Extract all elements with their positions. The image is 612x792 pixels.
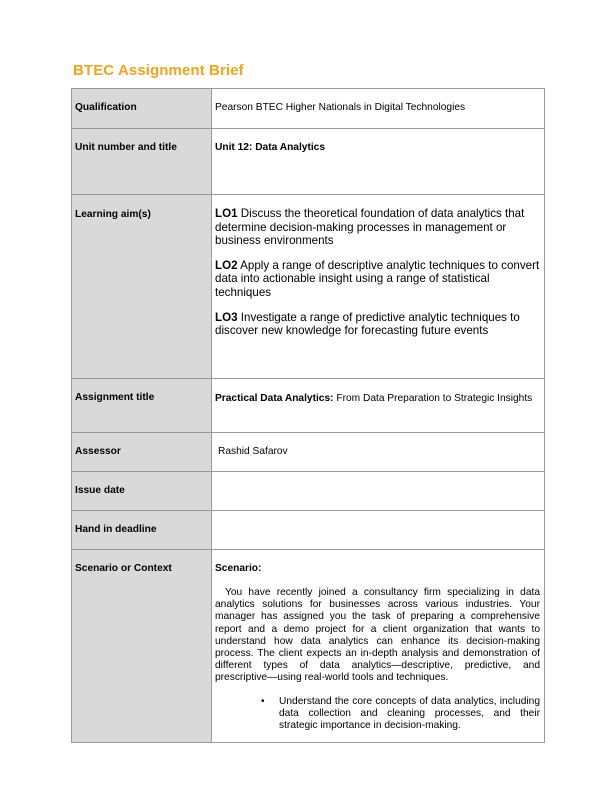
scenario-row (72, 550, 545, 743)
issue-date-label: Issue date (72, 472, 212, 511)
scenario-value (212, 550, 545, 743)
learning-aims-row (72, 195, 545, 379)
assignment-title-label: Assignment title (72, 379, 212, 433)
learning-aims-value (212, 195, 545, 379)
issue-date-row (72, 472, 545, 511)
issue-date-value (212, 472, 545, 511)
unit-row (72, 129, 545, 195)
learning-aims-label: Learning aim(s) (72, 195, 212, 379)
document-title: BTEC Assignment Brief (73, 62, 244, 79)
qualification-row (72, 89, 545, 129)
learning-aim-lo3: LO3 Investigate a range of predictive analytic techniques to discover new knowledge for forecasting future events (215, 310, 520, 338)
unit-value: Unit 12: Data Analytics (212, 129, 545, 195)
deadline-row (72, 511, 545, 550)
learning-aim-lo1: LO1 Discuss the theoretical foundation of data analytics that determine decision-making processes in management or business environments (215, 207, 525, 248)
unit-label: Unit number and title (72, 129, 212, 195)
qualification-value: Pearson BTEC Higher Nationals in Digital Technologies (212, 89, 545, 129)
assignment-title-row (72, 379, 545, 433)
learning-aim-lo2: LO2 Apply a range of descriptive analytic techniques to convert data into actionable insight using a range of statistical techniques (215, 258, 540, 299)
assignment-title-value: Practical Data Analytics: From Data Preparation to Strategic Insights (212, 379, 545, 433)
assessor-row (72, 433, 545, 472)
assignment-brief-table (71, 88, 545, 743)
scenario-heading: Scenario: (215, 563, 262, 574)
bullet-icon: • (261, 695, 265, 707)
qualification-label: Qualification (72, 89, 212, 129)
assessor-label: Assessor (72, 433, 212, 472)
assessor-value: Rashid Safarov (212, 433, 545, 472)
deadline-value (212, 511, 545, 550)
scenario-label: Scenario or Context (72, 550, 212, 743)
scenario-paragraph: You have recently joined a consultancy firm specializing in data analytics solutions for businesses across various industries. Your manager has assigned you the task of preparing a comprehensive report and a demo project for a client organization that wants to understand how data analytics can enhance its decision-making process. The client expects an in-depth analysis and demonstration of different types of data analytics—descriptive, predictive, and prescriptive—using real-world tools and techniques. (215, 587, 540, 684)
list-item: • Understand the core concepts of data analytics, including data collection and cleaning processes, and their strategic importance in decision-making. (261, 695, 540, 732)
deadline-label: Hand in deadline (72, 511, 212, 550)
